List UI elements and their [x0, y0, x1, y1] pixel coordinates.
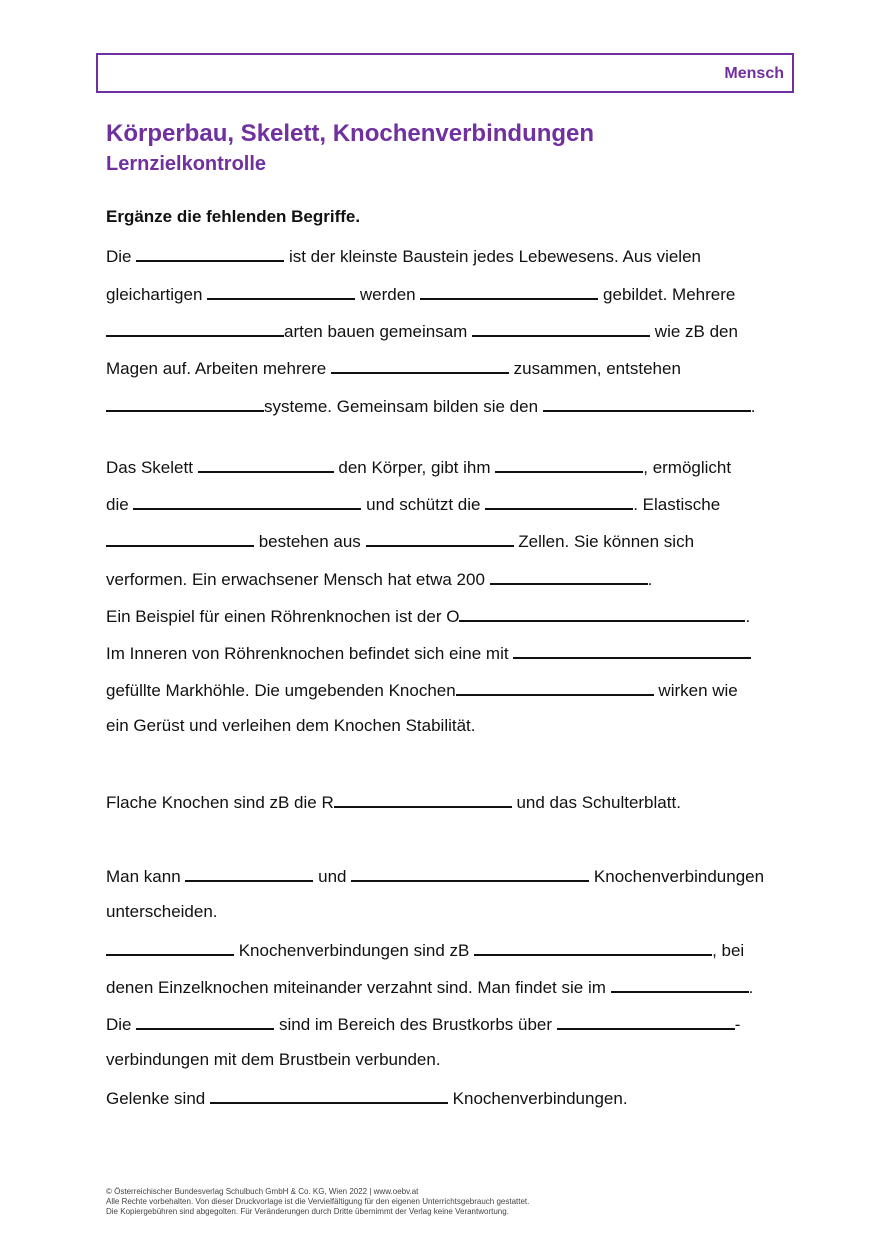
answer-blank[interactable] [185, 865, 313, 882]
answer-blank[interactable] [210, 1087, 448, 1104]
answer-blank[interactable] [485, 493, 633, 510]
text-line: Man kann und Knochenverbindungen [106, 867, 765, 886]
text-line: Gelenke sind Knochenverbindungen. [106, 1089, 628, 1108]
subject-tag: Mensch [724, 65, 784, 82]
header-box [96, 53, 794, 93]
text-line: Magen auf. Arbeiten mehrere zusammen, entstehen [106, 359, 681, 378]
answer-blank[interactable] [495, 456, 643, 473]
footer-line: Alle Rechte vorbehalten. Von dieser Druckvorlage ist die Vervielfältigung für den eigenen Unterrichtsgebrauch gestattet. [106, 1197, 530, 1206]
answer-blank[interactable] [207, 283, 355, 300]
answer-blank[interactable] [106, 395, 264, 412]
answer-blank[interactable] [611, 976, 749, 993]
answer-blank[interactable] [106, 939, 234, 956]
answer-blank[interactable] [472, 320, 650, 337]
text-line: Ein Beispiel für einen Röhrenknochen ist der O . [106, 607, 751, 626]
worksheet-subtitle: Lernzielkontrolle [106, 153, 267, 175]
answer-blank[interactable] [490, 568, 648, 585]
text-line: Flache Knochen sind zB die R und das Schulterblatt. [106, 793, 681, 812]
text-line: gleichartigen werden gebildet. Mehrere [106, 285, 736, 304]
text-line: Knochenverbindungen sind zB , bei [106, 939, 744, 961]
answer-blank[interactable] [136, 1013, 274, 1030]
answer-blank[interactable] [543, 395, 751, 412]
text-line: arten bauen gemeinsam wie zB den [106, 320, 738, 342]
answer-blank[interactable] [474, 939, 712, 956]
answer-blank[interactable] [513, 642, 751, 659]
text-line: Die sind im Bereich des Brustkorbs über - [106, 1015, 741, 1034]
copyright-footer [106, 1187, 529, 1217]
text-line: Die ist der kleinste Baustein jedes Lebewesens. Aus vielen [106, 247, 701, 266]
text-line: gefüllte Markhöhle. Die umgebenden Knochen wirken wie [106, 681, 738, 700]
answer-blank[interactable] [106, 320, 284, 337]
text-line: Im Inneren von Röhrenknochen befindet sich eine mit [106, 642, 751, 664]
answer-blank[interactable] [136, 245, 284, 262]
footer-line: Die Kopiergebühren sind abgegolten. Für Veränderungen durch Dritte übernimmt der Verlag keine Verantwortung. [106, 1207, 509, 1216]
task-instruction: Ergänze die fehlenden Begriffe. [106, 207, 361, 226]
text-line: ein Gerüst und verleihen dem Knochen Stabilität. [106, 716, 476, 735]
text-line: Das Skelett den Körper, gibt ihm , ermöglicht [106, 458, 732, 477]
worksheet-title: Körperbau, Skelett, Knochenverbindungen [106, 120, 595, 147]
text-line: bestehen aus Zellen. Sie können sich [106, 530, 694, 552]
text-line: unterscheiden. [106, 902, 218, 921]
text-line: verbindungen mit dem Brustbein verbunden. [106, 1050, 441, 1069]
text-line: verformen. Ein erwachsener Mensch hat etwa 200 . [106, 570, 653, 589]
text-line: systeme. Gemeinsam bilden sie den . [106, 395, 755, 417]
footer-line: © Österreichischer Bundesverlag Schulbuch GmbH & Co. KG, Wien 2022 | www.oebv.at [106, 1187, 419, 1196]
answer-blank[interactable] [331, 357, 509, 374]
answer-blank[interactable] [351, 865, 589, 882]
answer-blank[interactable] [459, 605, 745, 622]
text-line: die und schützt die . Elastische [106, 495, 721, 514]
answer-blank[interactable] [557, 1013, 735, 1030]
answer-blank[interactable] [420, 283, 598, 300]
answer-blank[interactable] [198, 456, 334, 473]
answer-blank[interactable] [106, 530, 254, 547]
text-line: denen Einzelknochen miteinander verzahnt sind. Man findet sie im . [106, 978, 754, 997]
answer-blank[interactable] [366, 530, 514, 547]
answer-blank[interactable] [334, 791, 512, 808]
answer-blank[interactable] [456, 679, 654, 696]
answer-blank[interactable] [133, 493, 361, 510]
